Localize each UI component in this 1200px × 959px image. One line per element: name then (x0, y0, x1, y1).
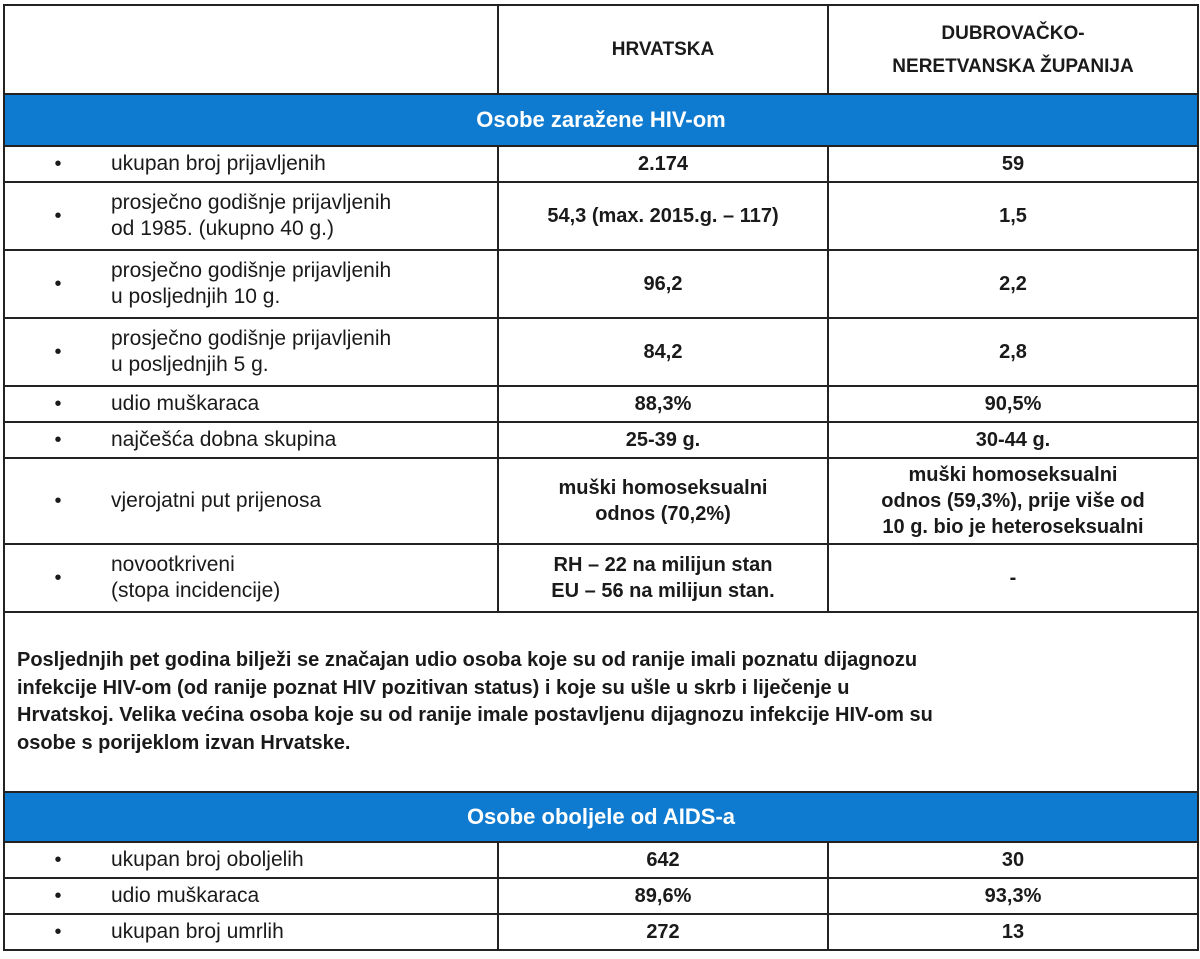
value-dubrovacko-neretvanska (828, 250, 1198, 318)
row-label (111, 151, 497, 177)
row-label (111, 883, 497, 909)
value-dnz-line: 30 (1001, 849, 1025, 871)
table-row (4, 878, 1198, 914)
value-dubrovacko-neretvanska (828, 914, 1198, 950)
section-aids-title: Osobe oboljele od AIDS-a (4, 792, 1198, 842)
value-hrvatska-line: RH – 22 na milijun stan (553, 554, 773, 576)
value-hrvatska-line: muški homoseksualni (558, 477, 768, 499)
row-label-line: prosječno godišnje prijavljenih (111, 259, 392, 282)
value-dubrovacko-neretvanska (828, 878, 1198, 914)
row-label (111, 427, 497, 453)
value-hrvatska (498, 250, 828, 318)
value-hrvatska-line: odnos (70,2%) (595, 503, 731, 525)
row-label-cell (4, 146, 498, 182)
value-dubrovacko-neretvanska (828, 182, 1198, 250)
row-label-line: najčešća dobna skupina (111, 428, 337, 451)
value-hrvatska (498, 878, 828, 914)
note-line: Posljednjih pet godina bilježi se značajan udio osoba koje su od ranije imali poznatu dijagnozu (17, 649, 918, 671)
row-label-line: ukupan broj prijavljenih (111, 152, 326, 175)
section-aids (4, 792, 1198, 842)
row-label-cell (4, 386, 498, 422)
row-label-cell (4, 422, 498, 458)
value-hrvatska-line: 96,2 (643, 273, 683, 295)
value-dnz-line: 2,2 (999, 273, 1027, 295)
value-hrvatska (498, 182, 828, 250)
value-hrvatska (498, 544, 828, 612)
note-line: osobe s porijeklom izvan Hrvatske. (17, 731, 351, 754)
value-hrvatska-line: 25-39 g. (625, 429, 701, 451)
bullet-icon: • (54, 341, 62, 363)
note-line: Hrvatskoj. Velika većina osoba koje su od ranije imale postavljenu dijagnozu infekcije HIV-om su (17, 704, 933, 726)
row-label-cell (4, 878, 498, 914)
row-label-line: udio muškaraca (111, 884, 260, 907)
value-dnz-line: 1,5 (999, 205, 1027, 227)
value-hrvatska-line: 272 (646, 921, 680, 943)
value-hrvatska-line: 2.174 (637, 153, 689, 175)
value-dubrovacko-neretvanska (828, 386, 1198, 422)
value-hrvatska (498, 422, 828, 458)
value-hrvatska (498, 318, 828, 386)
row-label (111, 488, 497, 514)
row-label (111, 326, 497, 378)
section-hiv-title: Osobe zaražene HIV-om (4, 94, 1198, 146)
table-row (4, 182, 1198, 250)
bullet-icon: • (54, 885, 62, 907)
value-dnz-line: 13 (1001, 921, 1025, 943)
bullet-icon: • (54, 567, 62, 589)
bullet-icon: • (54, 273, 62, 295)
value-dubrovacko-neretvanska (828, 146, 1198, 182)
row-label-line: od 1985. (ukupno 40 g.) (111, 217, 335, 240)
value-hrvatska (498, 386, 828, 422)
row-label (111, 552, 497, 604)
row-label-line: ukupan broj umrlih (111, 920, 284, 943)
value-dubrovacko-neretvanska (828, 544, 1198, 612)
table-row (4, 318, 1198, 386)
table-row (4, 250, 1198, 318)
section-hiv (4, 94, 1198, 146)
value-dnz-line: 90,5% (984, 393, 1042, 415)
value-hrvatska-line: 84,2 (643, 341, 683, 363)
row-label (111, 391, 497, 417)
row-label-line: novootkriveni (111, 553, 235, 576)
row-label (111, 919, 497, 945)
value-dnz-line: muški homoseksualni (908, 464, 1118, 486)
bullet-icon: • (54, 921, 62, 943)
row-label-cell (4, 544, 498, 612)
value-hrvatska (498, 914, 828, 950)
row-label-line: ukupan broj oboljelih (111, 848, 304, 871)
value-hrvatska-line: EU – 56 na milijun stan. (551, 580, 775, 602)
bullet-icon: • (54, 849, 62, 871)
value-dnz-line: 93,3% (984, 885, 1042, 907)
bullet-icon: • (54, 205, 62, 227)
table-header-row (4, 5, 1198, 94)
bullet-icon: • (54, 393, 62, 415)
row-label-cell (4, 250, 498, 318)
header-dubrovacko-neretvanska (828, 5, 1198, 94)
hiv-aids-statistics-table (3, 4, 1199, 951)
value-dnz-line: 10 g. bio je heteroseksualni (882, 516, 1144, 538)
row-label-line: prosječno godišnje prijavljenih (111, 191, 392, 214)
header-col3-line2: NERETVANSKA ŽUPANIJA (892, 55, 1134, 77)
row-label-line: (stopa incidencije) (111, 579, 281, 602)
row-label-line: u posljednjih 5 g. (111, 353, 269, 376)
value-hrvatska (498, 842, 828, 878)
table-row (4, 422, 1198, 458)
row-label (111, 190, 497, 242)
row-label-line: u posljednjih 10 g. (111, 285, 281, 308)
row-label-cell (4, 458, 498, 544)
value-dubrovacko-neretvanska (828, 842, 1198, 878)
note-line: infekcije HIV-om (od ranije poznat HIV pozitivan status) i koje su ušle u skrb i liječenje u (17, 676, 850, 699)
value-dnz-line: odnos (59,3%), prije više od (881, 490, 1145, 512)
value-hrvatska-line: 642 (646, 849, 680, 871)
value-dnz-line: 2,8 (999, 341, 1027, 363)
row-label (111, 258, 497, 310)
value-dubrovacko-neretvanska (828, 422, 1198, 458)
value-dnz-line: - (1009, 567, 1017, 589)
row-label-cell (4, 842, 498, 878)
header-col3-line1: DUBROVAČKO- (941, 22, 1085, 44)
value-dnz-line: 59 (1001, 153, 1025, 175)
value-hrvatska (498, 146, 828, 182)
row-label-cell (4, 318, 498, 386)
table-row (4, 544, 1198, 612)
value-hrvatska-line: 89,6% (634, 885, 692, 907)
bullet-icon: • (54, 490, 62, 512)
row-label-cell (4, 914, 498, 950)
row-label-line: prosječno godišnje prijavljenih (111, 327, 392, 350)
value-hrvatska (498, 458, 828, 544)
value-hrvatska-line: 88,3% (634, 393, 692, 415)
note-row (4, 612, 1198, 792)
header-hrvatska: HRVATSKA (498, 5, 828, 94)
header-empty-cell (4, 5, 498, 94)
value-dubrovacko-neretvanska (828, 458, 1198, 544)
value-dnz-line: 30-44 g. (975, 429, 1051, 451)
bullet-icon: • (54, 429, 62, 451)
table-row (4, 146, 1198, 182)
bullet-icon: • (54, 153, 62, 175)
table-body (4, 5, 1198, 950)
row-label-line: vjerojatni put prijenosa (111, 489, 322, 512)
row-label-line: udio muškaraca (111, 392, 260, 415)
row-label-cell (4, 182, 498, 250)
value-hrvatska-line: 54,3 (max. 2015.g. – 117) (547, 205, 779, 227)
table-row (4, 914, 1198, 950)
row-label (111, 847, 497, 873)
table-row (4, 458, 1198, 544)
note-paragraph (4, 612, 1198, 792)
value-dubrovacko-neretvanska (828, 318, 1198, 386)
table-row (4, 842, 1198, 878)
table-row (4, 386, 1198, 422)
